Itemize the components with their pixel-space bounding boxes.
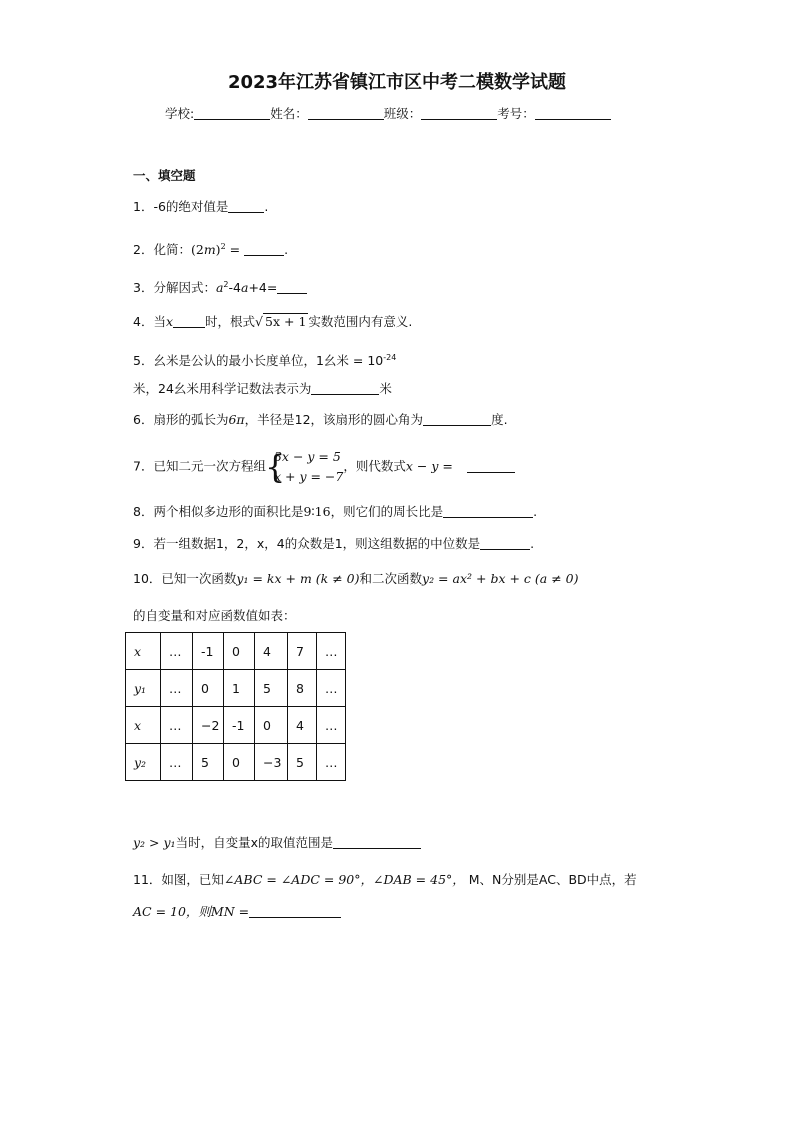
math-expr: y₂ > y₁ [133,835,176,850]
math-equals: = [225,242,245,258]
answer-blank[interactable] [277,281,307,294]
question-11-line-2 [133,903,341,921]
answer-blank[interactable] [311,382,379,395]
table-cell: … [161,744,193,781]
question-text: 分解因式： [153,280,216,296]
section-heading: 一、填空题 [133,168,196,183]
question-text: ，则代数式 [343,458,406,474]
question-text: 当时，自变量x的取值范围是 [175,835,333,850]
question-number: 2． [133,242,154,258]
math-exponent: 2 [220,242,226,251]
table-cell: … [317,670,346,707]
question-number: 4． [133,314,154,329]
math-expr: 9∶16 [303,504,331,519]
answer-blank[interactable] [467,460,515,473]
table-cell: −2 [193,707,224,744]
question-number: 5． [133,353,154,369]
question-5-line-2 [133,380,392,398]
table-cell: x [126,633,161,670]
question-3 [133,276,307,297]
quadratic-function: y₂ = ax² + bx + c (a ≠ 0) [422,571,579,586]
math-exponent: 2 [223,280,229,289]
question-text: 米，24幺米用科学记数法表示为 [133,381,312,396]
answer-blank[interactable] [173,315,205,328]
linear-function: y₁ = kx + m (k ≠ 0) [236,571,360,586]
question-text: 时，根式 [205,314,256,329]
question-2 [133,238,288,259]
question-text: 若一组数据1，2，x，4的众数是1，则这组数据的中位数是 [153,536,481,551]
question-number: 8． [133,504,154,519]
question-6 [133,411,508,429]
question-text: -6的绝对值是 [153,199,229,214]
name-blank[interactable] [308,106,384,120]
answer-blank[interactable] [423,413,491,426]
math-expr: +4= [248,280,278,296]
table-cell: y₁ [126,670,161,707]
question-11 [133,871,637,889]
answer-blank[interactable] [333,836,421,849]
table-cell: … [317,744,346,781]
table-cell: … [161,707,193,744]
answer-blank[interactable] [249,905,341,918]
function-value-table [125,632,346,781]
math-var: a [215,280,224,296]
question-text: 和二次函数 [359,571,423,586]
table-cell: … [317,633,346,670]
question-number: 7． [133,458,154,474]
question-text: 已知一次函数 [161,571,237,586]
math-expr: x − y = [405,458,453,474]
question-unit: 米 [379,381,392,396]
question-8 [133,503,537,521]
question-end: . [264,199,269,214]
math-expr: (2 [190,242,204,258]
question-text: 已知二元一次方程组 [153,458,266,474]
math-expr: ) [215,242,221,258]
table-cell: … [161,670,193,707]
school-blank[interactable] [194,106,270,120]
question-text: M、N分别是AC、BD中点，若 [464,872,637,887]
table-row [126,744,346,781]
question-text: 的自变量和对应函数值如表： [133,608,296,623]
table-cell: 4 [255,633,288,670]
table-cell: x [126,707,161,744]
question-number: 3． [133,280,154,296]
question-number: 9． [133,536,154,551]
page-title: 2023年江苏省镇江市区中考二模数学试题 [227,72,567,93]
answer-blank[interactable] [480,537,530,550]
table-cell: … [317,707,346,744]
question-number: 11． [133,872,162,887]
class-label: 班级： [383,106,422,121]
table-cell: 8 [288,670,317,707]
brace-icon: { [264,448,286,486]
table-row [126,707,346,744]
math-expr: AC = 10，则MN = [133,904,250,919]
table-cell: -1 [193,633,224,670]
question-text: 两个相似多边形的面积比是 [153,504,304,519]
table-cell: 1 [224,670,255,707]
question-text: 扇形的弧长为 [153,412,229,427]
table-cell: -1 [224,707,255,744]
equation-2: x + y = −7 [273,469,344,484]
table-cell: 5 [288,744,317,781]
table-cell: 0 [255,707,288,744]
question-text: 如图，已知 [161,872,224,887]
math-var: m [203,242,216,258]
table-cell: −3 [255,744,288,781]
question-number: 6． [133,412,154,427]
school-label: 学校: [165,106,195,121]
table-cell: 0 [224,744,255,781]
math-expr: -4 [228,280,241,296]
table-row [126,633,346,670]
question-end: . [284,242,289,258]
table-cell: … [161,633,193,670]
answer-blank[interactable] [244,243,284,256]
question-10 [133,570,578,588]
question-end: . [533,504,538,519]
table-row [126,670,346,707]
question-1 [133,198,268,216]
table-cell: 7 [288,633,317,670]
answer-blank[interactable] [443,505,533,518]
question-text: ，则它们的周长比是 [330,504,444,519]
question-9 [133,535,534,553]
table-cell: 5 [193,744,224,781]
table-cell: y₂ [126,744,161,781]
math-expr: 6π [228,412,245,427]
question-end: . [530,536,535,551]
table-cell: 5 [255,670,288,707]
student-info-line [165,104,611,122]
question-5 [133,349,396,370]
math-var: x [165,314,174,329]
question-text: 幺米是公认的最小长度单位，1幺米 = 10 [153,353,384,369]
math-exponent: -24 [383,353,397,362]
question-text: 当 [153,314,166,329]
name-label: 姓名： [270,106,308,121]
radicand: 5x + 1 [265,314,307,329]
question-7 [133,447,515,487]
table-cell: 0 [193,670,224,707]
question-number: 1． [133,199,154,214]
table-cell: 0 [224,633,255,670]
radical-sign: √ [255,314,264,329]
exam-no-blank[interactable] [535,106,611,120]
math-var: a [240,280,249,296]
question-text: 实数范围内有意义. [308,314,413,329]
exam-no-label: 考号： [497,106,535,121]
sqrt-expr [255,313,308,331]
equation-1: 3x − y = 5 [273,449,341,464]
equation-system [266,447,343,487]
question-text: 化简： [153,242,191,258]
question-unit: 度. [491,412,508,427]
math-expr: ∠ABC = ∠ADC = 90°，∠DAB = 45°， [223,872,465,887]
question-4 [133,313,412,331]
question-10-line-2 [133,607,296,625]
question-text: ，半径是12，该扇形的圆心角为 [244,412,424,427]
question-10-condition [133,834,421,852]
answer-blank[interactable] [228,200,264,213]
question-number: 10． [133,571,162,586]
table-cell: 4 [288,707,317,744]
class-blank[interactable] [421,106,497,120]
